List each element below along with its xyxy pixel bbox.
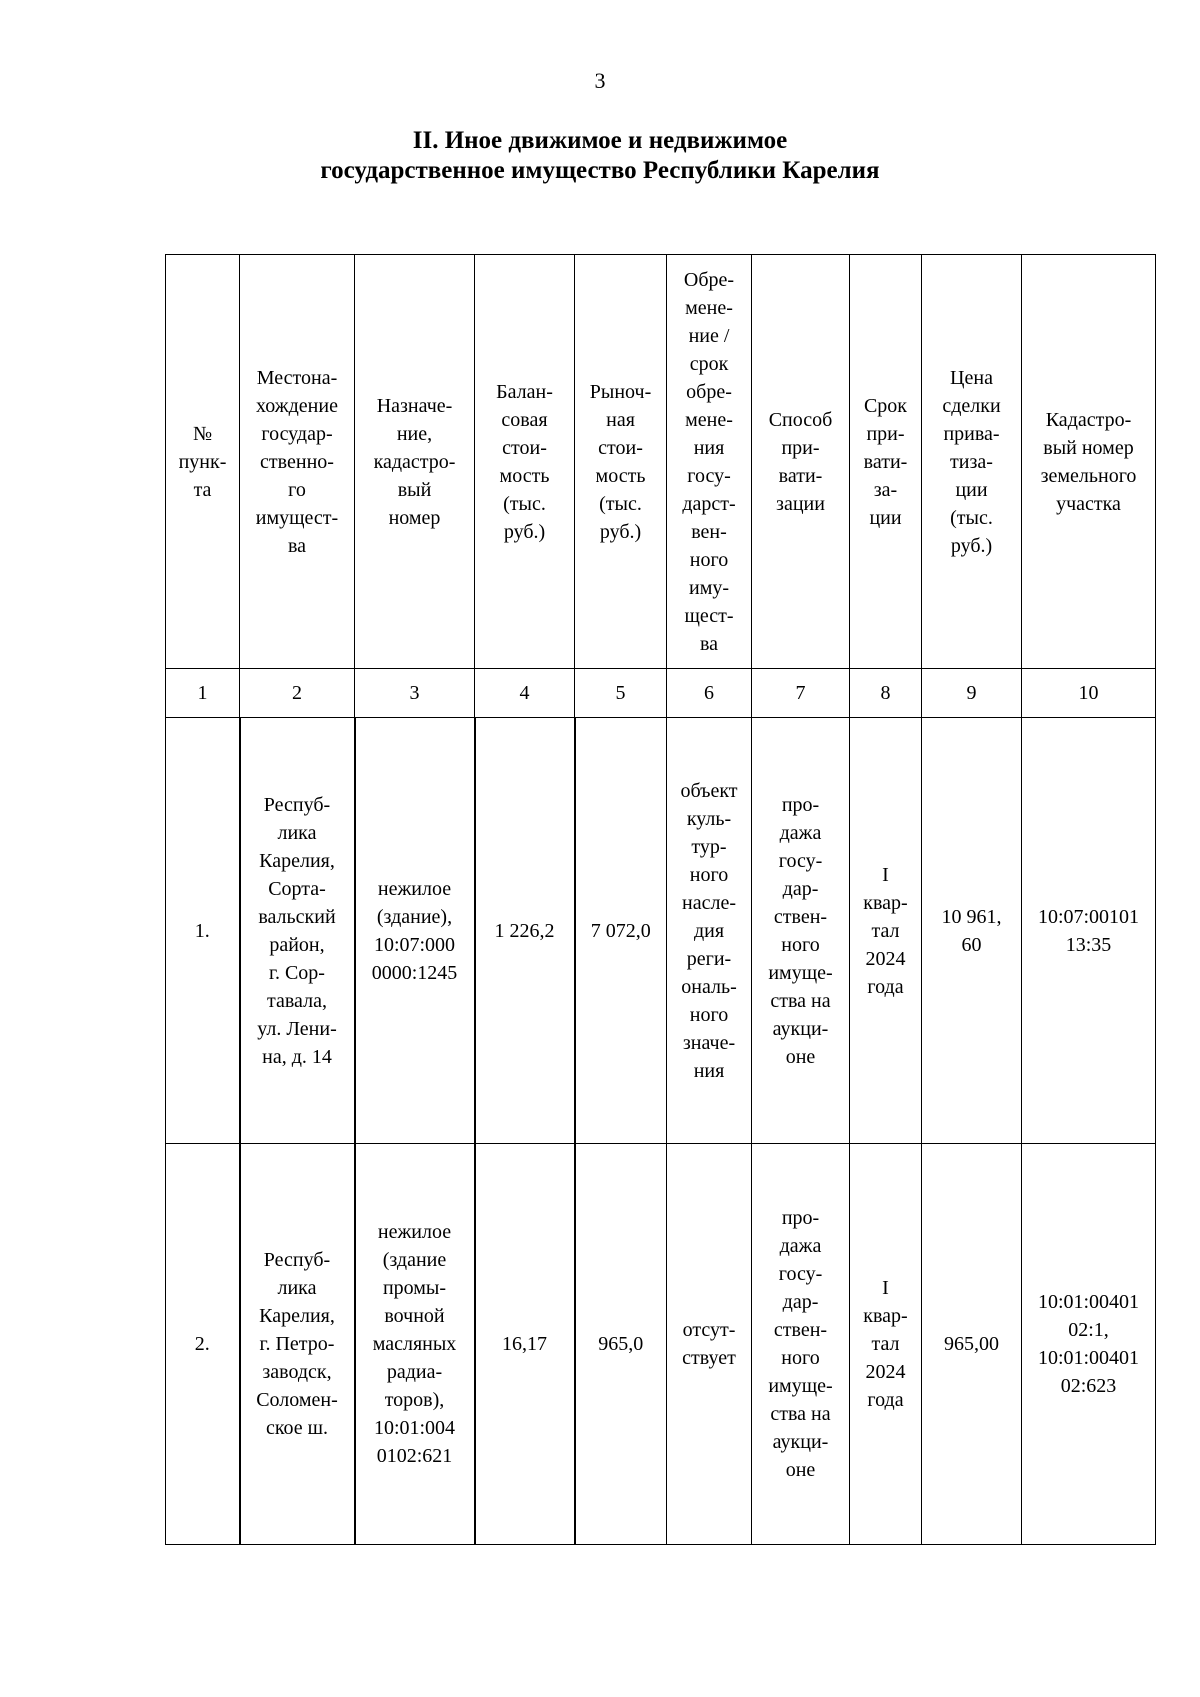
location-cell: Респуб- лика Карелия, г. Петро- заводск, Соломен- ское ш. [240, 1144, 355, 1545]
land-cadastral-cell: 10:01:00401 02:1, 10:01:00401 02:623 [1022, 1144, 1156, 1545]
method-cell: про- дажа госу- дар- ствен- ного имуще- ства на аукци- оне [752, 1144, 850, 1545]
price-cell: 965,00 [922, 1144, 1022, 1545]
book-value-cell: 16,17 [475, 1144, 575, 1545]
column-number-row [166, 669, 1156, 718]
property-table [165, 254, 1156, 1545]
section-title-line-2: государственное имущество Республики Карелия [320, 157, 880, 184]
header-cell-market-value: Рыноч- ная стои- мость (тыс. руб.) [575, 255, 667, 669]
row-number-cell: 1. [166, 718, 240, 1144]
column-number-cell: 8 [850, 669, 922, 718]
market-value-cell: 7 072,0 [575, 718, 667, 1144]
term-cell: I квар- тал 2024 года [850, 718, 922, 1144]
column-number-cell: 3 [355, 669, 475, 718]
table-row [166, 718, 1156, 1144]
page-number: 3 [594, 68, 606, 93]
header-cell-method: Способ при- вати- зации [752, 255, 850, 669]
book-value-cell: 1 226,2 [475, 718, 575, 1144]
land-cadastral-cell: 10:07:00101 13:35 [1022, 718, 1156, 1144]
location-cell: Респуб- лика Карелия, Сорта- вальский район, г. Сор- тавала, ул. Лени- на, д. 14 [240, 718, 355, 1144]
column-number-cell: 1 [166, 669, 240, 718]
header-cell-term: Срок при- вати- за- ции [850, 255, 922, 669]
section-title [0, 126, 1200, 186]
column-number-cell: 10 [1022, 669, 1156, 718]
term-cell: I квар- тал 2024 года [850, 1144, 922, 1545]
table-row [166, 1144, 1156, 1545]
column-number-cell: 9 [922, 669, 1022, 718]
header-cell-encumbrance: Обре- мене- ние / срок обре- мене- ния госу- дарст- вен- ного иму- щест- ва [667, 255, 752, 669]
purpose-cell: нежилое (здание), 10:07:000 0000:1245 [355, 718, 475, 1144]
column-number-cell: 6 [667, 669, 752, 718]
column-number-cell: 4 [475, 669, 575, 718]
header-cell-price: Цена сделки прива- тиза- ции (тыс. руб.) [922, 255, 1022, 669]
row-number-cell: 2. [166, 1144, 240, 1545]
header-cell-number: № пунк- та [166, 255, 240, 669]
column-number-cell: 2 [240, 669, 355, 718]
column-number-cell: 7 [752, 669, 850, 718]
market-value-cell: 965,0 [575, 1144, 667, 1545]
header-cell-purpose: Назначе- ние, кадастро- вый номер [355, 255, 475, 669]
column-number-cell: 5 [575, 669, 667, 718]
method-cell: про- дажа госу- дар- ствен- ного имуще- ства на аукци- оне [752, 718, 850, 1144]
header-cell-land-cadastral: Кадастро- вый номер земельного участка [1022, 255, 1156, 669]
table-header-row [166, 255, 1156, 669]
encumbrance-cell: отсут- ствует [667, 1144, 752, 1545]
header-cell-location: Местона- хождение государ- ственно- го имущест- ва [240, 255, 355, 669]
header-cell-book-value: Балан- совая стои- мость (тыс. руб.) [475, 255, 575, 669]
encumbrance-cell: объект куль- тур- ного насле- дия реги- ональ- ного значе- ния [667, 718, 752, 1144]
purpose-cell: нежилое (здание промы- вочной масляных радиа- торов), 10:01:004 0102:621 [355, 1144, 475, 1545]
section-title-line-1: II. Иное движимое и недвижимое [412, 127, 788, 154]
price-cell: 10 961, 60 [922, 718, 1022, 1144]
